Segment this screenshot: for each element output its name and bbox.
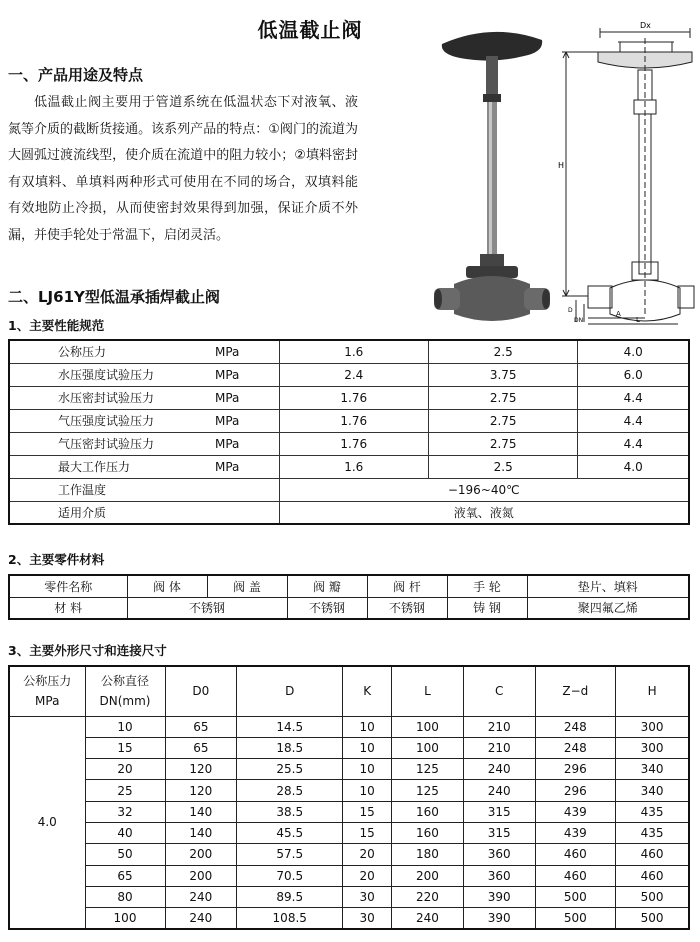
header-col: L — [392, 666, 464, 716]
dims-cell: 240 — [165, 886, 237, 907]
perf-heading: 1、主要性能规范 — [8, 318, 105, 333]
dims-cell: 25.5 — [237, 759, 343, 780]
dims-cell: 340 — [616, 780, 689, 801]
drawing-label-h: H — [558, 161, 565, 170]
dims-cell: 296 — [535, 780, 616, 801]
perf-value: 2.75 — [428, 409, 577, 432]
material-disc: 不锈钢 — [287, 597, 367, 619]
dims-cell: 14.5 — [237, 716, 343, 737]
dims-cell: 240 — [463, 759, 535, 780]
header-col: D — [237, 666, 343, 716]
dims-cell: 210 — [463, 716, 535, 737]
header-col: H — [616, 666, 689, 716]
header-dn-unit: DN(mm) — [99, 694, 151, 709]
dims-cell: 25 — [85, 780, 165, 801]
performance-table — [8, 339, 690, 525]
perf-value: 2.4 — [279, 363, 428, 386]
part-bonnet: 阀 盖 — [207, 575, 287, 597]
material-label: 材 料 — [9, 597, 127, 619]
perf-unit: MPa — [179, 340, 279, 363]
dims-cell: 10 — [85, 716, 165, 737]
dims-cell: 30 — [343, 886, 392, 907]
dims-cell: 57.5 — [237, 844, 343, 865]
perf-value: 1.76 — [279, 432, 428, 455]
part-stem: 阀 杆 — [367, 575, 447, 597]
dims-cell: 240 — [392, 908, 464, 929]
dims-row — [9, 886, 689, 907]
dims-cell: 315 — [463, 822, 535, 843]
perf-value-temp: −196~40℃ — [279, 478, 689, 501]
perf-value: 3.75 — [428, 363, 577, 386]
dims-row — [9, 737, 689, 758]
dims-cell: 40 — [85, 822, 165, 843]
perf-value: 4.0 — [578, 340, 689, 363]
dims-cell: 340 — [616, 759, 689, 780]
dims-cell: 300 — [616, 737, 689, 758]
dims-cell: 10 — [343, 780, 392, 801]
dims-row — [9, 780, 689, 801]
dims-cell: 240 — [463, 780, 535, 801]
dims-cell: 45.5 — [237, 822, 343, 843]
dims-cell: 65 — [165, 716, 237, 737]
page-title: 低温截止阀 — [257, 18, 363, 42]
perf-row — [9, 363, 689, 386]
drawing-label-d: D — [568, 307, 573, 314]
usage-line: 漏，并使手轮处于常温下，启闭灵活。 — [8, 227, 230, 243]
dims-cell: 460 — [535, 844, 616, 865]
perf-value: 2.5 — [428, 340, 577, 363]
dims-cell: 240 — [165, 908, 237, 929]
dims-cell: 38.5 — [237, 801, 343, 822]
usage-paragraph — [8, 90, 358, 250]
perf-row — [9, 340, 689, 363]
dims-cell: 120 — [165, 780, 237, 801]
dims-cell: 70.5 — [237, 865, 343, 886]
dims-cell: 140 — [165, 822, 237, 843]
dimension-drawing — [558, 18, 696, 328]
dims-cell: 10 — [343, 737, 392, 758]
perf-value: 1.6 — [279, 340, 428, 363]
dims-row — [9, 801, 689, 822]
usage-line: 点：①阀门的流道为大圆弧过渡流线型，使介质在 — [8, 121, 358, 164]
part-gasket: 垫片、填料 — [527, 575, 689, 597]
dims-row — [9, 716, 689, 737]
dims-cell: 15 — [343, 822, 392, 843]
perf-unit-empty — [179, 478, 279, 501]
dims-cell: 460 — [535, 865, 616, 886]
perf-name: 最大工作压力 — [9, 455, 179, 478]
dims-cell: 210 — [463, 737, 535, 758]
dims-row — [9, 822, 689, 843]
header-pn — [9, 666, 85, 716]
dims-cell: 220 — [392, 886, 464, 907]
dims-cell: 500 — [616, 886, 689, 907]
usage-line: 止冷损，从而使密封效果得到加强，保证介质不外 — [61, 201, 358, 217]
perf-name: 适用介质 — [9, 501, 179, 524]
dims-cell: 100 — [85, 908, 165, 929]
dims-cell: 89.5 — [237, 886, 343, 907]
drawing-label-dn: DN — [574, 317, 584, 324]
header-pn-line: 公称压力 — [23, 674, 72, 689]
dims-cell: 390 — [463, 886, 535, 907]
dims-cell: 439 — [535, 801, 616, 822]
parts-label: 零件名称 — [9, 575, 127, 597]
dims-cell: 50 — [85, 844, 165, 865]
perf-value: 4.4 — [578, 409, 689, 432]
section-heading-usage: 一、产品用途及特点 — [8, 66, 144, 84]
header-col: C — [463, 666, 535, 716]
material-handwheel: 铸 钢 — [447, 597, 527, 619]
dims-cell: 140 — [165, 801, 237, 822]
perf-name: 工作温度 — [9, 478, 179, 501]
perf-name: 气压强度试验压力 — [9, 409, 179, 432]
perf-value: 4.4 — [578, 386, 689, 409]
material-stem: 不锈钢 — [367, 597, 447, 619]
perf-value: 2.5 — [428, 455, 577, 478]
header-col: Z−d — [535, 666, 616, 716]
dims-cell: 200 — [165, 844, 237, 865]
header-col: K — [343, 666, 392, 716]
dims-cell: 80 — [85, 886, 165, 907]
valve-photo — [432, 22, 552, 322]
perf-row — [9, 455, 689, 478]
dims-cell: 30 — [343, 908, 392, 929]
dims-cell: 390 — [463, 908, 535, 929]
dims-cell: 360 — [463, 865, 535, 886]
dims-cell: 15 — [85, 737, 165, 758]
usage-line: 两种形式可使用在不同的场合，双填料能有效地防 — [8, 174, 358, 217]
perf-unit: MPa — [179, 386, 279, 409]
dimensions-table — [8, 665, 690, 930]
part-handwheel: 手 轮 — [447, 575, 527, 597]
dims-cell: 20 — [343, 844, 392, 865]
dims-cell: 20 — [85, 759, 165, 780]
dims-cell: 65 — [85, 865, 165, 886]
dims-cell: 120 — [165, 759, 237, 780]
dims-cell: 108.5 — [237, 908, 343, 929]
dims-cell: 248 — [535, 716, 616, 737]
perf-value: 4.4 — [578, 432, 689, 455]
perf-name: 气压密封试验压力 — [9, 432, 179, 455]
materials-table — [8, 574, 690, 620]
usage-line: 流道中的阻力较小；②填料密封有双填料、单填料 — [8, 148, 358, 190]
material-gasket: 聚四氟乙烯 — [527, 597, 689, 619]
dims-cell: 32 — [85, 801, 165, 822]
dims-cell: 439 — [535, 822, 616, 843]
dims-cell: 125 — [392, 780, 464, 801]
dims-heading: 3、主要外形尺寸和连接尺寸 — [8, 643, 167, 658]
dims-cell: 160 — [392, 801, 464, 822]
perf-name: 水压强度试验压力 — [9, 363, 179, 386]
dims-cell: 200 — [165, 865, 237, 886]
perf-value: 2.75 — [428, 386, 577, 409]
perf-row-temp — [9, 478, 689, 501]
perf-value: 1.76 — [279, 409, 428, 432]
dims-row — [9, 759, 689, 780]
header-dn-line: 公称直径 — [100, 674, 149, 689]
dims-cell: 15 — [343, 801, 392, 822]
dims-row — [9, 865, 689, 886]
perf-name: 公称压力 — [9, 340, 179, 363]
dims-cell: 28.5 — [237, 780, 343, 801]
part-disc: 阀 瓣 — [287, 575, 367, 597]
dims-cell: 460 — [616, 865, 689, 886]
dims-cell: 100 — [392, 737, 464, 758]
perf-unit: MPa — [179, 455, 279, 478]
dims-cell: 180 — [392, 844, 464, 865]
dims-cell: 500 — [535, 886, 616, 907]
perf-unit: MPa — [179, 363, 279, 386]
dims-cell: 10 — [343, 759, 392, 780]
drawing-label-l: L — [636, 316, 640, 324]
dims-cell: 100 — [392, 716, 464, 737]
dims-cell: 20 — [343, 865, 392, 886]
perf-row — [9, 432, 689, 455]
header-dn — [85, 666, 165, 716]
dims-cell: 435 — [616, 801, 689, 822]
dims-cell: 300 — [616, 716, 689, 737]
header-pn-unit: MPa — [35, 694, 60, 709]
perf-value: 2.75 — [428, 432, 577, 455]
dims-row — [9, 844, 689, 865]
perf-value: 1.6 — [279, 455, 428, 478]
header-col: D0 — [165, 666, 237, 716]
dims-cell: 160 — [392, 822, 464, 843]
perf-unit-empty — [179, 501, 279, 524]
perf-value: 4.0 — [578, 455, 689, 478]
section-heading-lj61y: 二、LJ61Y型低温承插焊截止阀 — [8, 288, 220, 306]
usage-line: 低温截止阀主要用于管道系统在低温状态下对 — [34, 95, 305, 110]
perf-row-medium — [9, 501, 689, 524]
perf-row — [9, 386, 689, 409]
dims-cell: 500 — [616, 908, 689, 929]
dims-cell: 65 — [165, 737, 237, 758]
dims-row — [9, 908, 689, 929]
perf-unit: MPa — [179, 432, 279, 455]
materials-heading: 2、主要零件材料 — [8, 552, 105, 567]
dims-cell: 296 — [535, 759, 616, 780]
dims-cell: 360 — [463, 844, 535, 865]
dims-cell: 435 — [616, 822, 689, 843]
dims-header-row — [9, 666, 689, 716]
dims-cell: 460 — [616, 844, 689, 865]
perf-value: 1.76 — [279, 386, 428, 409]
pn-value: 4.0 — [9, 716, 85, 929]
dims-cell: 315 — [463, 801, 535, 822]
dims-cell: 500 — [535, 908, 616, 929]
drawing-label-a: A — [616, 310, 621, 318]
material-body-bonnet: 不锈钢 — [127, 597, 287, 619]
dims-cell: 248 — [535, 737, 616, 758]
dims-cell: 18.5 — [237, 737, 343, 758]
perf-name: 水压密封试验压力 — [9, 386, 179, 409]
dims-cell: 200 — [392, 865, 464, 886]
drawing-label-dx: Dx — [640, 21, 651, 30]
perf-row — [9, 409, 689, 432]
perf-unit: MPa — [179, 409, 279, 432]
perf-value: 6.0 — [578, 363, 689, 386]
usage-line: 液氧、液氮等介质的截断货接通。该系列产品的特 — [8, 95, 358, 137]
dims-cell: 125 — [392, 759, 464, 780]
part-body: 阀 体 — [127, 575, 207, 597]
perf-value-medium: 液氧、液氮 — [279, 501, 689, 524]
dims-cell: 10 — [343, 716, 392, 737]
